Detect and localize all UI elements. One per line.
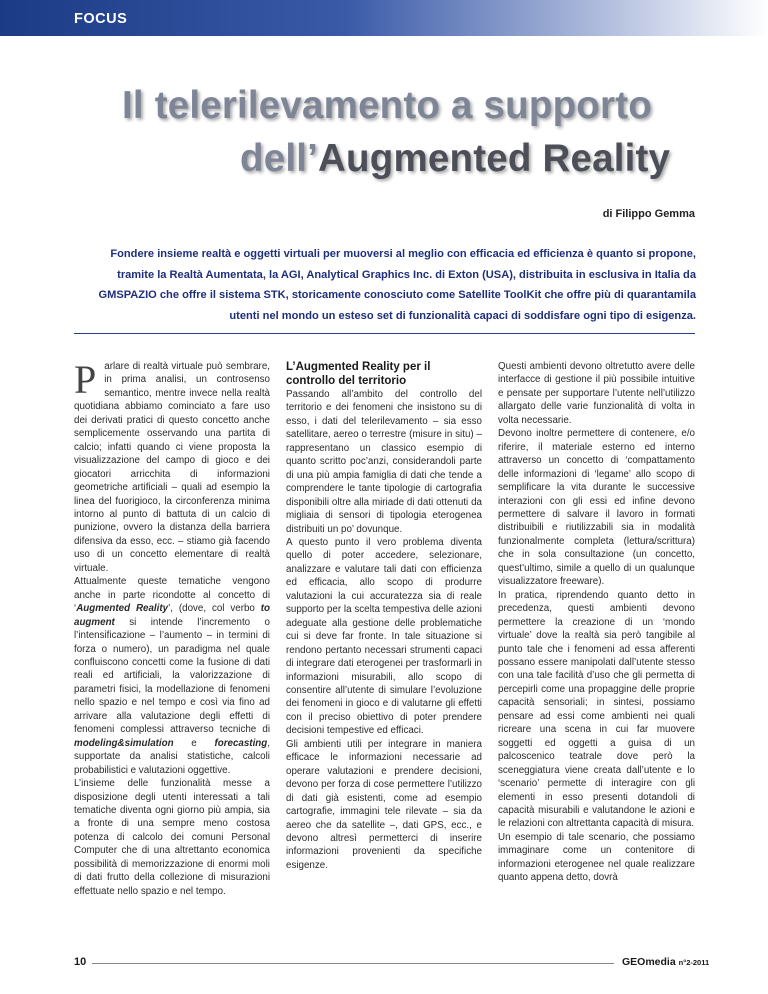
issue-number: n°2-2011 (678, 958, 710, 967)
lead-line: GMSPAZIO che offre il sistema STK, storicamente conosciuto come Satellite ToolKit che offre più di quarantamila (98, 289, 696, 301)
paragraph: Gli ambienti utili per integrare in maniera efficace le informazioni necessarie ad operare valutazioni e prendere decisioni, devono per forza di cose permettere l’utilizzo di dati già esistenti, come ad esempio cartografie, immagini tele rilevate – sia da aereo che da satellite –, dati GPS, ecc., e devono altresì permetterci di inserire informazioni provenienti da specifiche esigenze. (286, 738, 482, 871)
divider (74, 333, 695, 334)
lead-line: Fondere insieme realtà e oggetti virtuali per muoversi al meglio con efficacia ed efficienza è quanto si propone, (110, 248, 696, 260)
term: Augmented Reality (76, 603, 169, 615)
paragraph (74, 575, 270, 777)
paragraph: Passando all’ambito del controllo del territorio e dei fenomeni che insistono su di esso, i dati del telerilevamento – sia esso satellitare, aereo o terrestre (misure in situ) – rappresentano un classico esempio di quanto scritto poc’anzi, considerandoli parte di una più ampia famiglia di dati che tende a comprendere le tante tipologie di cartografia disponibili oltre alla miriade di dati ottenuti da migliaia di sensori di tipologia eterogenea distribuiti un po’ dovunque. (286, 389, 482, 535)
paragraph: Devono inoltre permettere di contenere, e/o riferire, il materiale esterno ed interno attraverso un concetto di ‘compattamento delle informazioni di ‘legame’ allo scopo di semplificare la vita durante le successive interazioni con gli essi ed infine devono permettere di salvare il lavoro in formati distribuibili e riutilizzabili sia in modalità funzionalmente completa (lettura/scrittura) che in sola consultazione (un concetto, quest’ultimo, simile a quello di un qualunque visualizzatore freeware). (498, 428, 695, 588)
lead-paragraph (56, 244, 696, 326)
title-prefix: dell’ (240, 137, 319, 180)
magazine-name (622, 956, 709, 968)
page-number: 10 (74, 956, 87, 968)
paragraph (74, 357, 270, 575)
paragraph: Un esempio di tale scenario, che possiamo immaginare come un contenitore di informazioni eterogenee nel quale realizzare quanto appena detto, dovrà (498, 831, 695, 884)
term: forecasting (214, 737, 268, 749)
title-main: Augmented Reality (318, 137, 671, 180)
paragraph: In pratica, riprendendo quanto detto in precedenza, questi ambienti devono permettere la creazione di un ‘mondo virtuale’ dove la realtà sia però tangibile al punto tale che i fenomeni ad essa afferenti possano essere manipolati dall’utente stesso con una tale facilità d’uso che gli permetta di percepirli come una propaggine delle proprie capacità sensoriali; in sintesi, possiamo pensare ad essi come ambienti nei quali ricreare una scena in cui far muovere soggetti ed oggetti a guisa di un palcoscenico teatrale dove però la sceneggiatura viene creata dall’utente e lo ‘scenario’ permette di interagire con gli elementi in esso presenti dotandoli di capacità misurabili e valutandone le azioni e le relazioni con altrettanta capacità di misura. (498, 589, 695, 830)
paragraph: A questo punto il vero problema diventa quello di poter accedere, selezionare, analizzare e valutare tali dati con efficienza ed efficacia, allo scopo di produrre valutazioni la cui accuratezza sia di reale supporto per la scelta tempestiva delle azioni adeguate alla gestione delle problematiche cui si deve far fronte. In tale situazione si rendono pertanto necessari strumenti capaci di integrare dati eterogenei per trasformarli in informazioni misurabili, allo scopo di consentire all’utente di simulare l’evoluzione dei fenomeni in gioco e di valutarne gli effetti con il preciso obiettivo di poter prendere decisioni tempestive ed efficaci. (286, 536, 482, 737)
paragraph: L’insieme delle funzionalità messe a disposizione degli utenti interessati a tali tematiche diventa ogni giorno più ampia, sia a fronte di una sempre meno costosa potenza di calcolo dei comuni Personal Computer che di una altrettanto economica possibilità di memorizzazione di enormi moli di dati frutto della collezione di misurazioni effettuate nello spazio e nel tempo. (74, 778, 270, 897)
text: Attualmente queste tematiche vengono anche in parte ricondotte al concetto di ‘ (74, 576, 270, 615)
footer-rule (92, 963, 614, 964)
drop-cap: P (74, 357, 97, 402)
text: e (173, 737, 215, 749)
magazine-title: GEOmedia (622, 956, 676, 968)
text: si intende l’incremento o l’intensificazione – l’aumento – in termini di forza o numero), un paradigma nel quale confluiscono concetti come la fusione di dati reali ed artificiali, la valorizzazione di parametri fisici, la modellazione di fenomeni nello spazio e nel tempo e così via fino ad arrivare alla valutazione degli effetti di fenomeni complessi attraverso tecniche di (74, 616, 270, 736)
term: modeling&simulation (74, 737, 174, 749)
text: ’, (dove, col verbo (168, 603, 261, 615)
column-2 (286, 360, 482, 872)
lead-line: tramite la Realtà Aumentata, la AGI, Analytical Graphics Inc. di Exton (USA), distribuita in esclusiva in Italia da (117, 268, 696, 281)
column-3 (498, 360, 695, 885)
paragraph: Questi ambienti devono oltretutto avere delle interfacce di gestione il più possibile intuitive e pensate per supportare l’utente nell’utilizzo allargato delle varie funzionalità di volta in volta necessarie. (498, 361, 695, 426)
article-title-line-2 (240, 137, 670, 181)
column-1 (74, 357, 270, 898)
text: , supportate da analisi statistiche, calcoli probabilistici e valutazioni oggettive. (74, 737, 270, 776)
lead-line: utenti nel mondo un esteso set di funzionalità capaci di soddisfare ogni tipo di esigenza. (229, 309, 696, 322)
byline: di Filippo Gemma (602, 208, 695, 220)
term: to augment (74, 603, 270, 628)
article-title-line-1: Il telerilevamento a supporto (122, 84, 652, 127)
section-subheading: L’Augmented Reality per il controllo del territorio (286, 361, 431, 387)
section-banner (0, 0, 768, 36)
section-label: FOCUS (74, 11, 128, 27)
paragraph-text: arlare di realtà virtuale può sembrare, in prima analisi, un controsenso semantico, mentre invece nella realtà quotidiana abbiamo cominciato a fare uso dei derivati pratici di questo concetto anche semplicemente osservando una partita di calcio; infatti quando ci viene proposta la visualizzazione del campo di gioco e dei giocatori arricchita di informazioni geometriche artificiali – quali ad esempio la linea del fuorigioco, la circonferenza minima intorno al punto di battuta di un calcio di punizione, ovvero la distanza della barriera difensiva da esso, ecc. – stiamo già facendo uso di un concetto elementare di realtà virtuale. (74, 361, 270, 574)
